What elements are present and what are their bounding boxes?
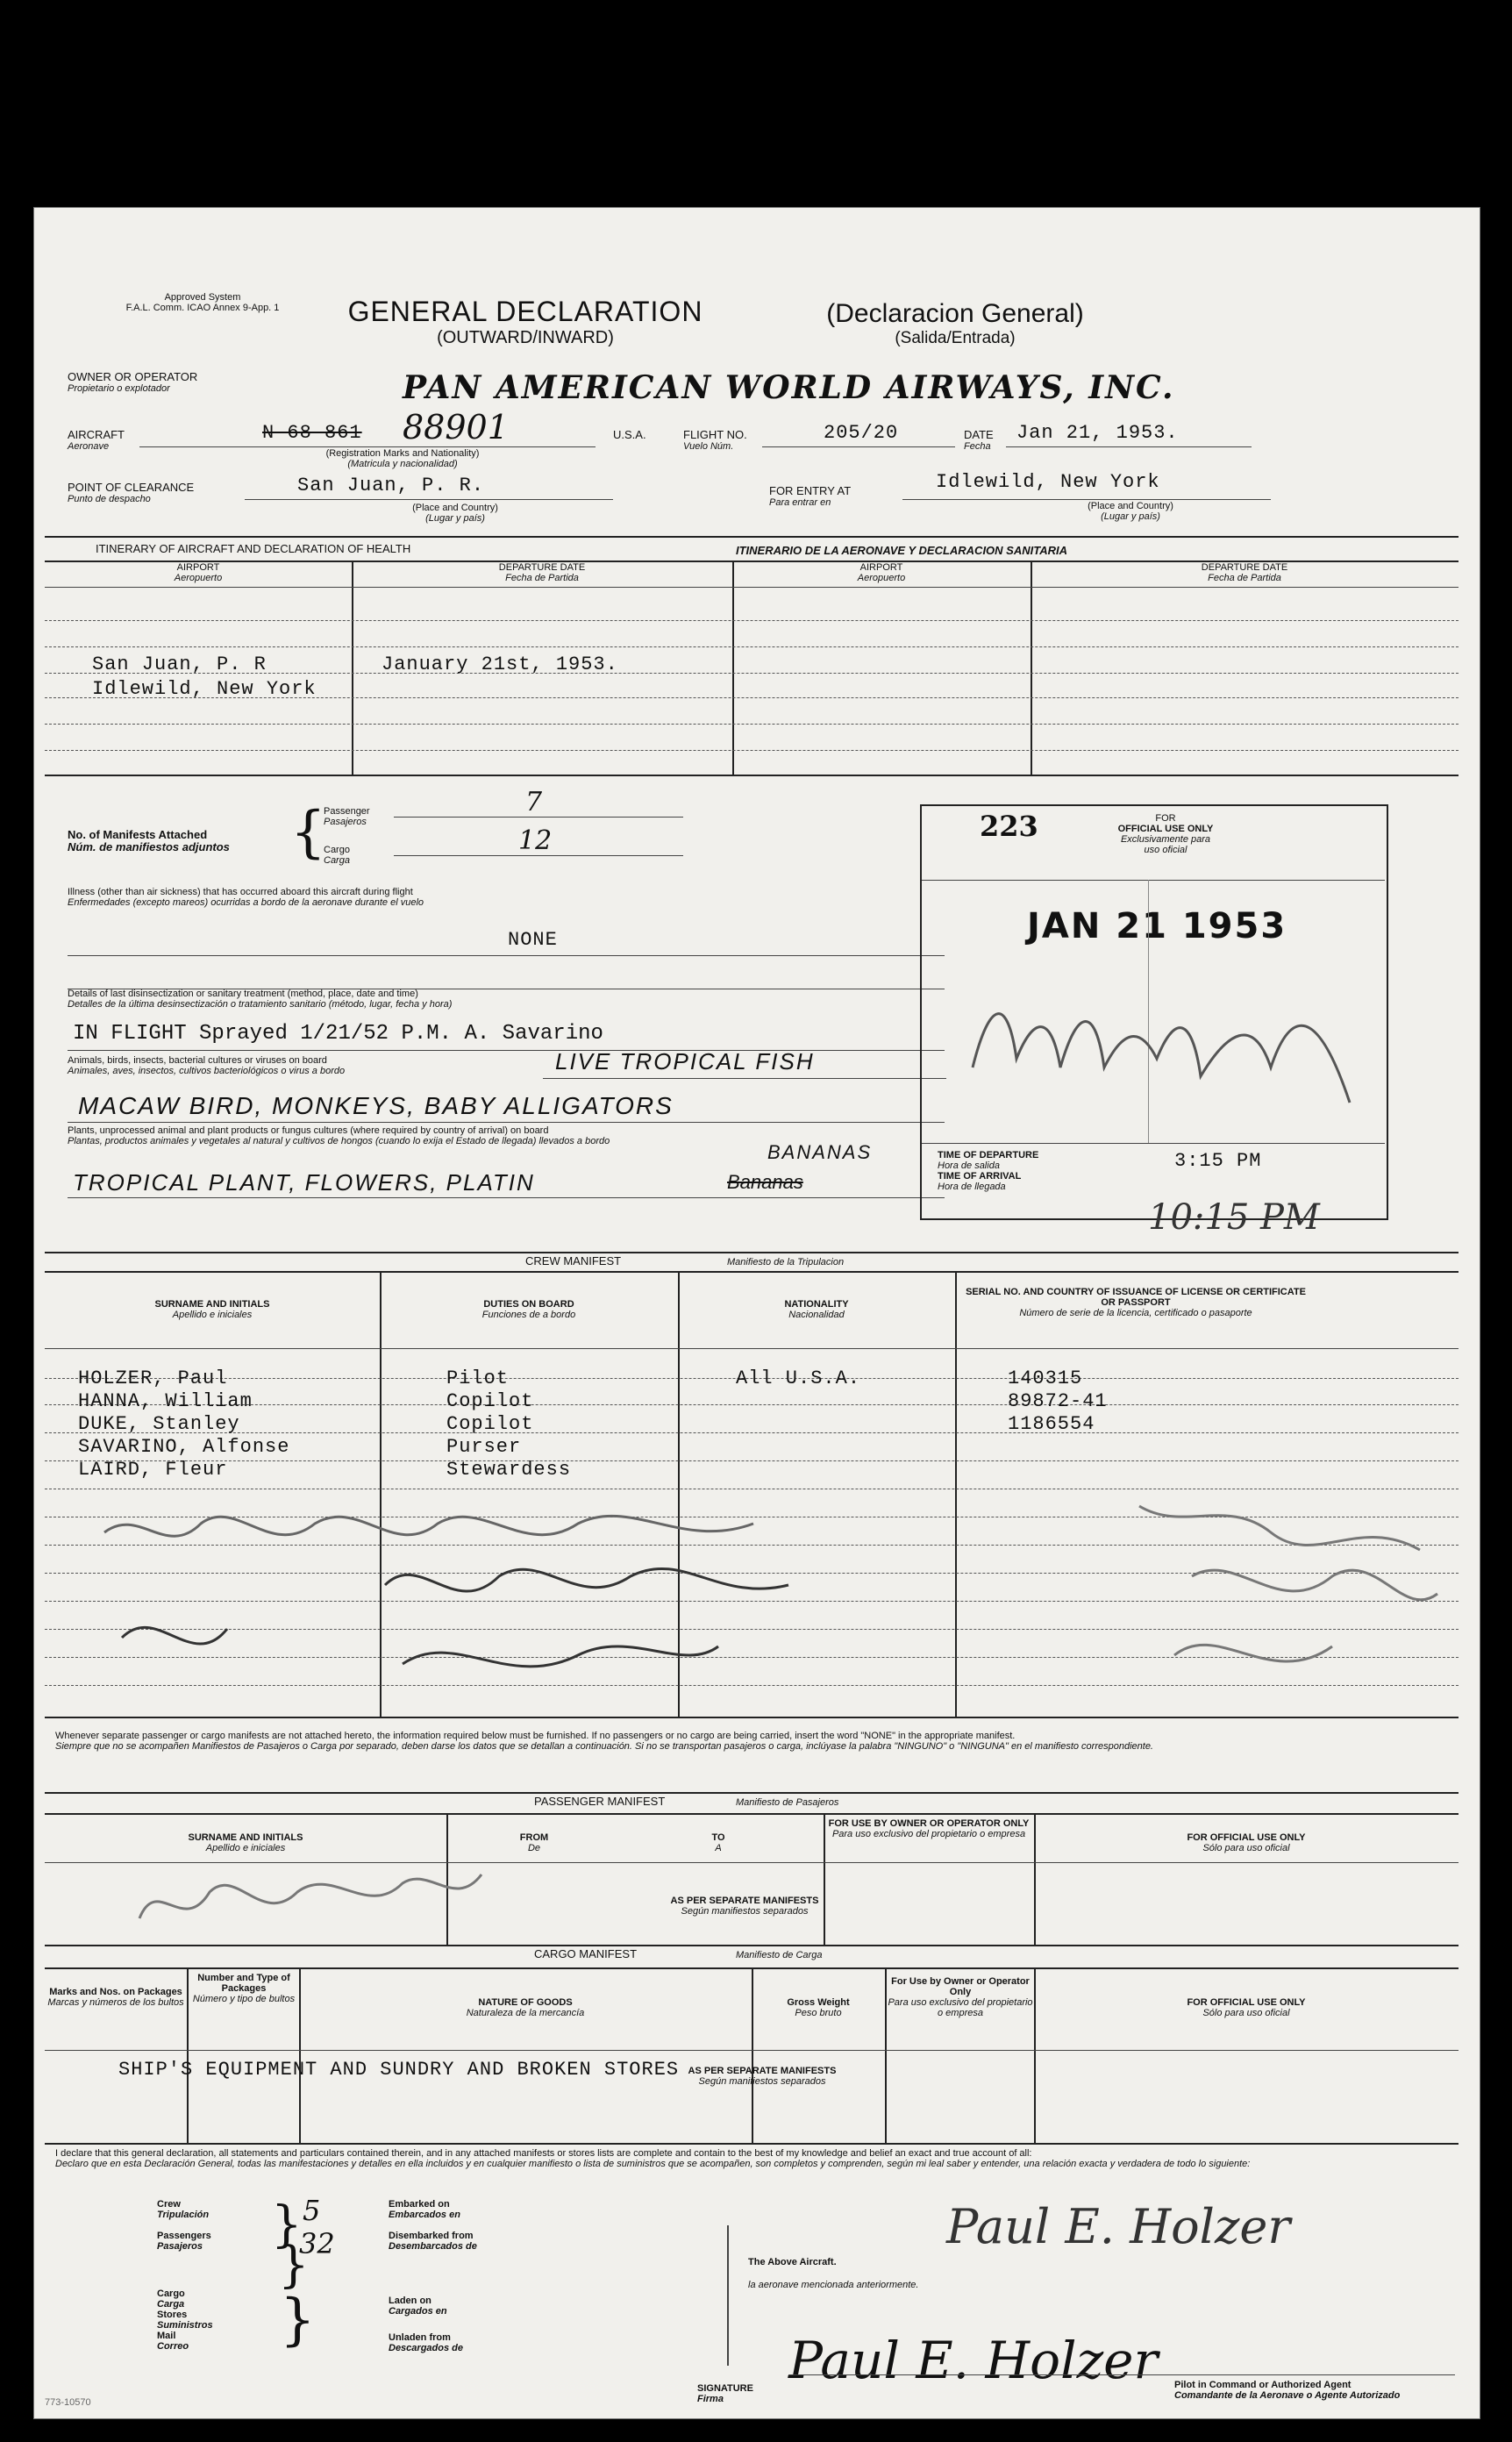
cargo-title: CARGO MANIFEST: [534, 1947, 638, 1960]
flight-label: FLIGHT NO.: [683, 428, 747, 441]
official-for: FOR: [1155, 813, 1176, 824]
crew-col-nationality-es: Nacionalidad: [788, 1310, 845, 1320]
date-label-es: Fecha: [964, 441, 991, 452]
cargo-col-official-es: Sólo para uso oficial: [1202, 2008, 1290, 2018]
owner-label-block: [68, 371, 197, 394]
manifest-passenger-count: 7: [525, 787, 543, 818]
date-stamp: JAN 21 1953: [1027, 906, 1287, 946]
manifest-cargo-label: Cargo: [324, 845, 350, 855]
entry-label-es: Para entrar en: [769, 497, 831, 508]
passenger-title: PASSENGER MANIFEST: [534, 1795, 666, 1808]
plants-insert: BANANAS: [767, 1141, 873, 1163]
declaration-en: I declare that this general declaration, all statements and particulars contained therein, and in any attached manifests or stores lists are complete and contain to the best of my knowledge and belief an exact and true account of all:: [55, 2148, 1032, 2159]
passenger-title-es: Manifiesto de Pasajeros: [736, 1797, 839, 1808]
itinerary-airport-1: San Juan, P. R: [92, 653, 267, 675]
col-airport: AIRPORT: [176, 562, 220, 573]
animals-label-es: Animales, aves, insectos, cultivos bacteriológicos o virus a bordo: [68, 1066, 346, 1076]
crew-row-name: HOLZER, Paul: [78, 1367, 228, 1389]
disinsect-value: IN FLIGHT Sprayed 1/21/52 P.M. A. Savarino: [73, 1022, 603, 1046]
cargo-row: SHIP'S EQUIPMENT AND SUNDRY AND BROKEN STORES: [118, 2059, 680, 2081]
itinerary-title-es: ITINERARIO DE LA AERONAVE Y DECLARACION SANITARIA: [736, 544, 1067, 557]
animals-value-2: MACAW BIRD, MONKEYS, BABY ALLIGATORS: [78, 1092, 674, 1119]
cargo-col-weight-es: Peso bruto: [795, 2008, 842, 2018]
passenger-col-official-es: Sólo para uso oficial: [1202, 1843, 1290, 1853]
crew-col-serial: SERIAL NO. AND COUNTRY OF ISSUANCE OF LICENSE OR CERTIFICATE OR PASSPORT: [966, 1287, 1306, 1308]
crew-row-duty: Copilot: [446, 1413, 534, 1435]
cargo-col-official: FOR OFFICIAL USE ONLY: [1187, 1997, 1306, 2008]
decl-crew-count: 5: [303, 2194, 321, 2227]
form-title-es: (Declaracion General): [826, 299, 1084, 328]
signature-label: SIGNATURE: [697, 2383, 753, 2394]
approved-system-label: Approved System: [164, 292, 241, 303]
col-airport-es: Aeropuerto: [174, 573, 223, 583]
manifests-label-es: Núm. de manifiestos adjuntos: [68, 840, 230, 853]
time-arrival: 10:15 PM: [1148, 1197, 1320, 1238]
entry-value: Idlewild, New York: [936, 471, 1160, 493]
crew-col-duties: DUTIES ON BOARD: [483, 1299, 574, 1310]
decl-unladen: Unladen from: [389, 2332, 451, 2343]
cargo-separate-es: Según manifiestos separados: [698, 2076, 826, 2087]
decl-disembarked: Disembarked from: [389, 2231, 474, 2241]
country-label: U.S.A.: [613, 428, 646, 441]
cargo-col-marks: Marks and Nos. on Packages: [49, 1987, 182, 1997]
signature-label-es: Firma: [697, 2394, 724, 2404]
decl-embarked: Embarked on: [389, 2199, 450, 2210]
declaration-es: Declaro que en esta Declaración General, todas las manifestaciones y detalles en ella incluidos y en cualquier manifiesto o lista de suministros que se acompañen, son completos y comprenden, según mi leal saber y entender, una relación exacta y verdadera de todo lo siguiente:: [55, 2159, 1251, 2169]
decl-crew-label-es: Tripulación: [157, 2210, 210, 2220]
cargo-col-number-es: Número y tipo de bultos: [192, 1994, 296, 2004]
passenger-separate-es: Según manifiestos separados: [681, 1906, 809, 1917]
crew-row-nationality: All U.S.A.: [736, 1367, 861, 1389]
col-airport-2: AIRPORT: [859, 562, 903, 573]
crew-col-name: SURNAME AND INITIALS: [154, 1299, 270, 1310]
decl-mail: Mail: [157, 2331, 176, 2341]
crew-col-nationality: NATIONALITY: [784, 1299, 849, 1310]
crew-row-name: LAIRD, Fleur: [78, 1459, 228, 1481]
form-subtitle: (OUTWARD/INWARD): [437, 328, 614, 347]
cargo-col-goods: NATURE OF GOODS: [478, 1997, 573, 2008]
form-subtitle-es: (Salida/Entrada): [895, 329, 1016, 347]
cargo-col-goods-es: Naturaleza de la mercancía: [466, 2008, 585, 2018]
manifest-passenger-label: Passenger: [324, 806, 370, 817]
brace: {: [290, 800, 326, 865]
owner-label: OWNER OR OPERATOR: [68, 370, 198, 383]
pilot-label: Pilot in Command or Authorized Agent: [1174, 2380, 1352, 2390]
clearance-value: San Juan, P. R.: [297, 475, 485, 496]
pilot-label-es: Comandante de la Aeronave o Agente Autorizado: [1174, 2390, 1401, 2401]
manifest-cargo-count: 12: [518, 825, 553, 856]
passenger-col-to-es: A: [715, 1843, 722, 1853]
time-arrival-es: Hora de llegada: [938, 1182, 1006, 1192]
manifest-cargo-label-es: Carga: [324, 855, 350, 866]
manifest-passenger-label-es: Pasajeros: [324, 817, 367, 827]
cargo-separate: AS PER SEPARATE MANIFESTS: [688, 2066, 837, 2076]
passenger-col-to: TO: [711, 1832, 725, 1843]
owner-label-es: Propietario o explotador: [68, 383, 170, 394]
time-arrival-label: TIME OF ARRIVAL: [938, 1171, 1022, 1182]
declaration-text: [55, 2148, 1459, 2169]
official-label-es-2: uso oficial: [1144, 845, 1187, 855]
clearance-label-es: Punto de despacho: [68, 494, 151, 504]
general-declaration-form: Approved System F.A.L. Comm. ICAO Annex 9-App. 1 GENERAL DECLARATION (OUTWARD/INWARD) (Declaracion General) (Salida/Entrada) OWNER OR OPERATOR Propietario o explotador PAN AMERICAN WORLD AIRWAYS, INC. AIRCRAFT Aeronave N-68 861 88901 (Registration Marks and Nationality) (Matricula y nacionalidad) U.S.A. FLIGHT NO. Vuelo Núm. 205/20 DATE Fecha Jan 21, 1953. POINT OF CLEARANCE Punto de despacho San Juan, P. R. (Place and Country) (Lugar y país) FOR ENTRY AT Para entrar en Idlewild, New York (Place and Country) (Lugar y país) ITINERARY OF AIRCRAFT AND DECLARATION OF HEALTH ITINERARIO DE LA AERONAVE Y DECLARACION SANITARIA AIRPORT Aeropuerto DEPARTURE DATE Fecha de Partida AIRPORT Aeropuerto DEPARTURE DATE Fecha de Partida San Juan, P. R Idlewild, New York January 21st, 1953. No. of Manifests Attached Núm. de manifiestos adjuntos { Passenger Pasajeros 7 Cargo Carga 12 Illness (other than air sickness) that has occurred aboard this aircraft during flight Enfermedades (excepto mareos) ocurridas a bordo de la aeronave durante el vuelo NONE Details of last disinsectization or sanitary treatment (method, place, date and time) Detalles de la última desinsectización o tratamiento sanitario (método, lugar, fecha y hora) IN FLIGHT Sprayed 1/21/52 P.M. A. Savarino Animals, birds, insects, bacterial cultures or viruses on board Animales, aves, insectos, cultivos bacteriológicos o virus a bordo LIVE TROPICAL FISH MACAW BIRD, MONKEYS, BABY ALLIGATORS Plants, unprocessed animal and plant products or fungus cultures (where required by country of arrival) on board Plantas, productos animales y vegetales al natural y cultivos de hongos (cuando lo exija el Estado de llegada) llevados a bordo TROPICAL PLANT, FLOWERS, PLATIN Bananas BANANAS 223 FOR OFFICIAL USE ONLY Exclusivamente para uso oficial JAN 21 1953 TIME OF DEPARTURE Hora de salida TIME OF ARRIVAL Hora de llegada 3:15 PM 10:15 PM CREW MANIFEST Manifiesto de la Tripulacion SURNAME AND INITIALS Apellido e iniciales DUTIES ON BOARD Funciones de a bordo NATIONALITY Nacionalidad SERIAL NO. AND COUNTRY OF ISSUANCE OF LICENSE OR CERTIFICATE OR PASSPORT Número de serie de la licencia, certificado o pasaporte HOLZER, Paul Pilot All U.S.A. 140315 HANNA, William Copilot 89872-41 DUKE, Stanley Copilot 1186554 SAVARINO, Alfonse Purser LAIRD, Fleur Stewardess Whenever separate passenger or cargo manifests are not attached hereto, the information required below must be furnished. If no passengers or no cargo are being carried, insert the word "NONE" in the appropriate manifest. Siempre que no se acompañen Manifiestos de Pasajeros o Carga por separado, deben darse los datos que se detallan a continuación. Si no se transportan pasajeros o carga, inclúyase la palabra "NINGUNO" o "NINGUNA" en el manifiesto correspondiente. PASSENGER MANIFEST Manifiesto de Pasajeros SURNAME AND INITIALS Apellido e iniciales FROM De TO A FOR USE BY OWNER OR OPERATOR ONLY Para uso exclusivo del propietario o empresa FOR OFFICIAL USE ONLY Sólo para uso oficial AS PER SEPARATE MANIFESTS Según manifiestos separados CARGO MANIFEST Manifiesto de Carga Marks and Nos. on Packages Marcas y números de los bultos Number and Type of Packages Número y tipo de bultos NATURE OF GOODS Naturaleza de la mercancía Gross Weight Peso bruto For Use by Owner or Operator Only Para uso exclusivo del propietario o empresa FOR OFFICIAL USE ONLY Sólo para uso oficial SHIP'S EQUIPMENT AND SUNDRY AND BROKEN STORES AS PER SEPARATE MANIFESTS Según manifiestos separados I declare that this general declaration, all statements and particulars contained therein, and in any attached manifests or stores lists are complete and contain to the best of my knowledge and belief an exact and true account of all: Declaro que en esta Declaración General, todas las manifestaciones y detalles en ella incluidos y en cualquier manifiesto o lista de suministros que se acompañen, son completos y comprenden, según mi leal saber y entender, una relación exacta y verdadera de todo lo siguiente: Crew Tripulación Passengers Pasajeros } } 5 32 Embarked on Embarcados en Disembarked from Desembarcados de Cargo Carga Stores Suministros Mail Correo } Laden on Cargados en Unladen from Descargados de The Above Aircraft. la aeronave mencionada anteriormente. Paul E. Holzer Paul E. Holzer SIGNATURE Firma Pilot in Command or Authorized Agent Comandante de la Aeronave o Agente Autorizado 773-10570: [33, 207, 1480, 2419]
crew-row-name: SAVARINO, Alfonse: [78, 1436, 290, 1458]
passenger-col-from: FROM: [519, 1832, 549, 1843]
crew-row-name: HANNA, William: [78, 1390, 253, 1412]
time-departure-es: Hora de salida: [938, 1160, 1000, 1171]
crew-row-duty: Copilot: [446, 1390, 534, 1412]
passenger-col-official: FOR OFFICIAL USE ONLY: [1187, 1832, 1306, 1843]
animals-label: Animals, birds, insects, bacterial cultures or viruses on board: [68, 1055, 327, 1066]
plants-value: TROPICAL PLANT, FLOWERS, PLATIN: [73, 1169, 535, 1196]
crew-row-duty: Pilot: [446, 1367, 510, 1389]
crew-row-serial: 1186554: [1008, 1413, 1095, 1435]
decl-above-es: la aeronave mencionada anteriormente.: [748, 2280, 919, 2290]
cargo-col-number: Number and Type of Packages: [197, 1973, 290, 1994]
decl-disembarked-es: Desembarcados de: [389, 2241, 477, 2252]
crew-col-serial-es: Número de serie de la licencia, certificado o pasaporte: [1019, 1308, 1252, 1318]
owner-signature: Paul E. Holzer: [946, 2199, 1291, 2254]
cargo-col-weight: Gross Weight: [787, 1997, 850, 2008]
disinsect-label-es: Detalles de la última desinsectización o tratamiento sanitario (método, lugar, fecha y hora): [68, 999, 453, 1010]
crew-title: CREW MANIFEST: [525, 1254, 622, 1267]
itinerary-date-1: January 21st, 1953.: [382, 653, 618, 675]
crew-row-name: DUKE, Stanley: [78, 1413, 240, 1435]
passenger-col-name-es: Apellido e iniciales: [205, 1843, 286, 1853]
decl-stores: Stores: [157, 2310, 188, 2320]
crew-row-serial: 89872-41: [1008, 1390, 1108, 1412]
time-departure: 3:15 PM: [1174, 1150, 1262, 1172]
notice-es: Siempre que no se acompañen Manifiestos de Pasajeros o Carga por separado, deben darse los datos que se detallan a continuación. Si no se transportan pasajeros o carga, inclúyase la palabra "NINGUNO" o "NINGUNA" en el manifiesto correspondiente.: [55, 1741, 1153, 1752]
decl-embarked-es: Embarcados en: [389, 2210, 460, 2220]
illness-label-es: Enfermedades (excepto mareos) ocurridas a bordo de la aeronave durante el vuelo: [68, 897, 424, 908]
time-departure-label: TIME OF DEPARTURE: [938, 1150, 1039, 1160]
decl-passengers-label-es: Pasajeros: [157, 2241, 203, 2252]
col-airport-2-es: Aeropuerto: [857, 573, 906, 583]
illness-value: NONE: [508, 929, 558, 951]
form-number: 773-10570: [45, 2397, 91, 2408]
form-title: GENERAL DECLARATION: [347, 296, 703, 327]
owner-value: PAN AMERICAN WORLD AIRWAYS, INC.: [403, 369, 1175, 406]
pilot-signature: Paul E. Holzer: [788, 2331, 1159, 2390]
col-departure-es: Fecha de Partida: [505, 573, 579, 583]
plants-struck: Bananas: [727, 1171, 803, 1193]
col-departure-2: DEPARTURE DATE: [1201, 562, 1288, 573]
clearance-caption-es: (Lugar y país): [425, 513, 485, 524]
crew-row-serial: 140315: [1008, 1367, 1083, 1389]
notice-en: Whenever separate passenger or cargo manifests are not attached hereto, the information required below must be furnished. If no passengers or no cargo are being carried, insert the word "NONE" in the appropriate manifest.: [55, 1731, 1016, 1741]
passenger-col-from-es: De: [527, 1843, 541, 1853]
flight-number: 205/20: [824, 422, 899, 444]
registration-caption-es: (Matricula y nacionalidad): [347, 459, 458, 469]
crew-col-duties-es: Funciones de a bordo: [481, 1310, 576, 1320]
entry-caption-es: (Lugar y país): [1101, 511, 1160, 522]
illness-label: Illness (other than air sickness) that has occurred aboard this aircraft during flight: [68, 887, 413, 897]
entry-label: FOR ENTRY AT: [769, 484, 852, 497]
decl-mail-es: Correo: [157, 2341, 189, 2352]
crew-col-name-es: Apellido e iniciales: [172, 1310, 253, 1320]
plants-label: Plants, unprocessed animal and plant products or fungus cultures (where required by country of arrival) on board: [68, 1125, 549, 1136]
col-departure: DEPARTURE DATE: [498, 562, 586, 573]
cargo-col-owner: For Use by Owner or Operator Only: [891, 1976, 1030, 1997]
itinerary-airport-2: Idlewild, New York: [92, 678, 317, 700]
registration-caption: (Registration Marks and Nationality): [325, 448, 480, 459]
animals-value-1: LIVE TROPICAL FISH: [555, 1048, 815, 1075]
decl-cargo-es: Carga: [157, 2299, 185, 2310]
cargo-title-es: Manifiesto de Carga: [736, 1950, 823, 1960]
plants-label-es: Plantas, productos animales y vegetales al natural y cultivos de hongos (cuando lo exija el Estado de llegada) llevados a bordo: [68, 1136, 610, 1146]
struck-registration: N-68 861: [262, 422, 362, 444]
disinsect-label: Details of last disinsectization or sanitary treatment (method, place, date and time): [68, 989, 418, 999]
col-departure-2-es: Fecha de Partida: [1208, 573, 1281, 583]
passenger-separate: AS PER SEPARATE MANIFESTS: [670, 1896, 819, 1906]
decl-cargo: Cargo: [157, 2288, 185, 2299]
itinerary-title: ITINERARY OF AIRCRAFT AND DECLARATION OF HEALTH: [96, 542, 411, 555]
crew-row-duty: Purser: [446, 1436, 522, 1458]
crew-handwriting-scrawls: [87, 1497, 1455, 1717]
flight-date: Jan 21, 1953.: [1016, 422, 1179, 444]
decl-above: The Above Aircraft.: [748, 2257, 837, 2267]
decl-laden-es: Cargados en: [389, 2306, 447, 2317]
passenger-handwriting: [122, 1857, 490, 1945]
registration-handwritten: 88901: [403, 408, 509, 446]
clearance-caption: (Place and Country): [412, 503, 498, 513]
official-label: OFFICIAL USE ONLY: [1117, 824, 1214, 834]
approved-system: [53, 292, 352, 313]
decl-passengers-label: Passengers: [157, 2231, 211, 2241]
crew-row-duty: Stewardess: [446, 1459, 572, 1481]
official-signature-scrawl: [964, 962, 1367, 1120]
decl-unladen-es: Descargados de: [389, 2343, 463, 2353]
aircraft-label-es: Aeronave: [68, 441, 110, 452]
cargo-col-marks-es: Marcas y números de los bultos: [47, 1997, 184, 2008]
passenger-col-owner-es: Para uso exclusivo del propietario o empresa: [831, 1829, 1026, 1839]
fal-reference: F.A.L. Comm. ICAO Annex 9-App. 1: [125, 303, 280, 313]
entry-caption: (Place and Country): [1088, 501, 1173, 511]
official-number: 223: [980, 810, 1038, 843]
cargo-col-owner-es: Para uso exclusivo del propietario o empresa: [888, 1997, 1033, 2018]
crew-title-es: Manifiesto de la Tripulacion: [727, 1257, 845, 1267]
decl-crew-label: Crew: [157, 2199, 181, 2210]
flight-label-es: Vuelo Núm.: [683, 441, 734, 452]
manifests-label: No. of Manifests Attached: [68, 828, 208, 841]
decl-laden: Laden on: [389, 2296, 431, 2306]
notice: [55, 1731, 1459, 1752]
aircraft-label: AIRCRAFT: [68, 428, 125, 441]
passenger-col-owner: FOR USE BY OWNER OR OPERATOR ONLY: [828, 1818, 1030, 1829]
decl-passenger-count: 32: [299, 2227, 335, 2260]
date-label: DATE: [964, 428, 994, 441]
clearance-label: POINT OF CLEARANCE: [68, 481, 195, 494]
decl-stores-es: Suministros: [157, 2320, 213, 2331]
passenger-col-name: SURNAME AND INITIALS: [188, 1832, 303, 1843]
official-label-es: Exclusivamente para: [1120, 834, 1211, 845]
